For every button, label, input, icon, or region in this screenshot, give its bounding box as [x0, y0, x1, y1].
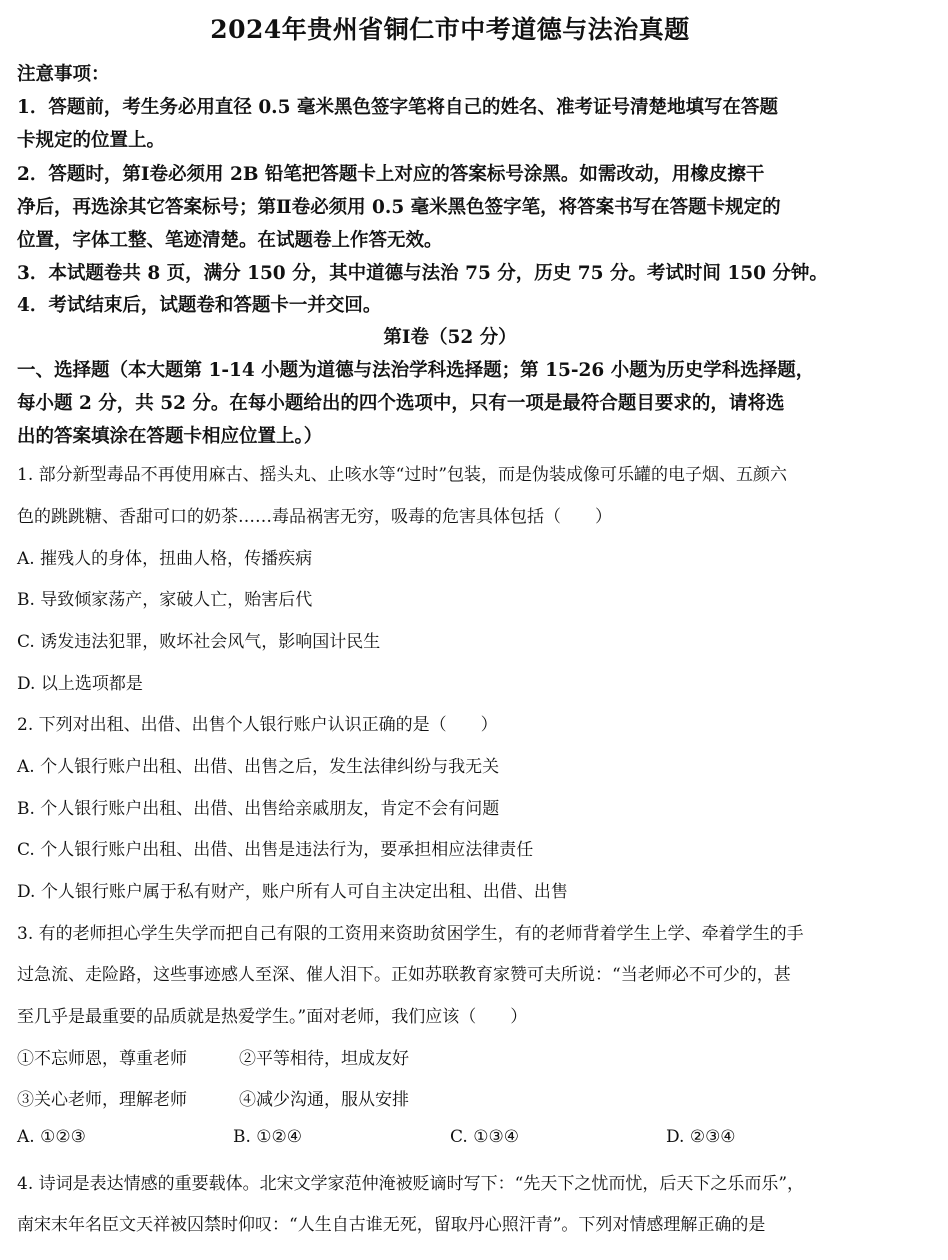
notice-line: 4．考试结束后，试题卷和答题卡一并交回。	[17, 295, 382, 316]
question-1-option-d: D. 以上选项都是	[17, 674, 143, 694]
notice-line: 2．答题时，第Ⅰ卷必须用 2B 铅笔把答题卡上对应的答案标号涂黑。如需改动，用橡皮擦干	[17, 164, 765, 185]
question-1-option-a: A. 摧残人的身体，扭曲人格，传播疾病	[17, 549, 313, 569]
notice-line: 净后，再选涂其它答案标号；第Ⅱ卷必须用 0.5 毫米黑色签字笔，将答案书写在答题卡规定的	[17, 197, 781, 218]
question-3-stem: 3. 有的老师担心学生失学而把自己有限的工资用来资助贫困学生，有的老师背着学生上学、牵着学生的手	[17, 924, 804, 944]
question-4-stem: 4. 诗词是表达情感的重要载体。北宋文学家范仲淹被贬谪时写下：“先天下之忧而忧，后天下之乐而乐”，	[17, 1174, 805, 1194]
question-2-stem: 2. 下列对出租、出借、出售个人银行账户认识正确的是（ ）	[17, 715, 498, 735]
notice-line: 1．答题前，考生务必用直径 0.5 毫米黑色签字笔将自己的姓名、准考证号清楚地填写在答题	[17, 97, 778, 118]
question-3-choice-a: A. ①②③	[17, 1127, 86, 1147]
notice-line: 位置，字体工整、笔迹清楚。在试题卷上作答无效。	[17, 230, 443, 251]
question-2-option-d: D. 个人银行账户属于私有财产，账户所有人可自主决定出租、出借、出售	[17, 882, 568, 902]
question-2-option-a: A. 个人银行账户出租、出借、出售之后，发生法律纠纷与我无关	[17, 757, 500, 777]
question-3-stem: 至几乎是最重要的品质就是热爱学生。”面对老师，我们应该（ ）	[17, 1007, 528, 1027]
question-3-statement: ①不忘师恩，尊重老师	[17, 1049, 187, 1069]
question-3-choice-c: C. ①③④	[450, 1127, 519, 1147]
question-3-statement: ②平等相待，坦成友好	[239, 1049, 409, 1069]
question-4-stem: 南宋末年名臣文天祥被囚禁时仰叹：“人生自古谁无死，留取丹心照汗青”。下列对情感理解正确的是	[17, 1215, 766, 1235]
question-2-option-c: C. 个人银行账户出租、出借、出售是违法行为，要承担相应法律责任	[17, 840, 534, 860]
notice-line: 3．本试题卷共 8 页，满分 150 分，其中道德与法治 75 分，历史 75 分。考试时间 150 分钟。	[17, 263, 828, 284]
question-2-option-b: B. 个人银行账户出租、出借、出售给亲戚朋友，肯定不会有问题	[17, 799, 500, 819]
question-3-statement: ④减少沟通，服从安排	[239, 1090, 409, 1110]
question-3-statement: ③关心老师，理解老师	[17, 1090, 187, 1110]
section-instructions: 出的答案填涂在答题卡相应位置上。）	[17, 426, 323, 447]
section-instructions: 一、选择题（本大题第 1-14 小题为道德与法治学科选择题；第 15-26 小题为历史学科选择题，	[17, 360, 815, 381]
section-title: 第Ⅰ卷（52 分）	[383, 327, 517, 348]
question-3-stem: 过急流、走险路，这些事迹感人至深、催人泪下。正如苏联教育家赞可夫所说：“当老师必不可少的，甚	[17, 965, 791, 985]
section-instructions: 每小题 2 分，共 52 分。在每小题给出的四个选项中，只有一项是最符合题目要求的，请将选	[17, 393, 785, 414]
question-1-option-b: B. 导致倾家荡产，家破人亡，贻害后代	[17, 590, 313, 610]
question-1-stem: 色的跳跳糖、香甜可口的奶茶……毒品祸害无穷，吸毒的危害具体包括（ ）	[17, 507, 612, 527]
question-1-stem: 1. 部分新型毒品不再使用麻古、摇头丸、止咳水等“过时”包装，而是伪装成像可乐罐的电子烟、五颜六	[17, 465, 788, 485]
notice-heading: 注意事项：	[17, 64, 110, 85]
question-3-choice-d: D. ②③④	[666, 1127, 736, 1147]
notice-line: 卡规定的位置上。	[17, 130, 166, 151]
question-1-option-c: C. 诱发违法犯罪，败坏社会风气，影响国计民生	[17, 632, 381, 652]
question-3-choice-b: B. ①②④	[233, 1127, 303, 1147]
page-title: 2024年贵州省铜仁市中考道德与法治真题	[210, 15, 690, 44]
